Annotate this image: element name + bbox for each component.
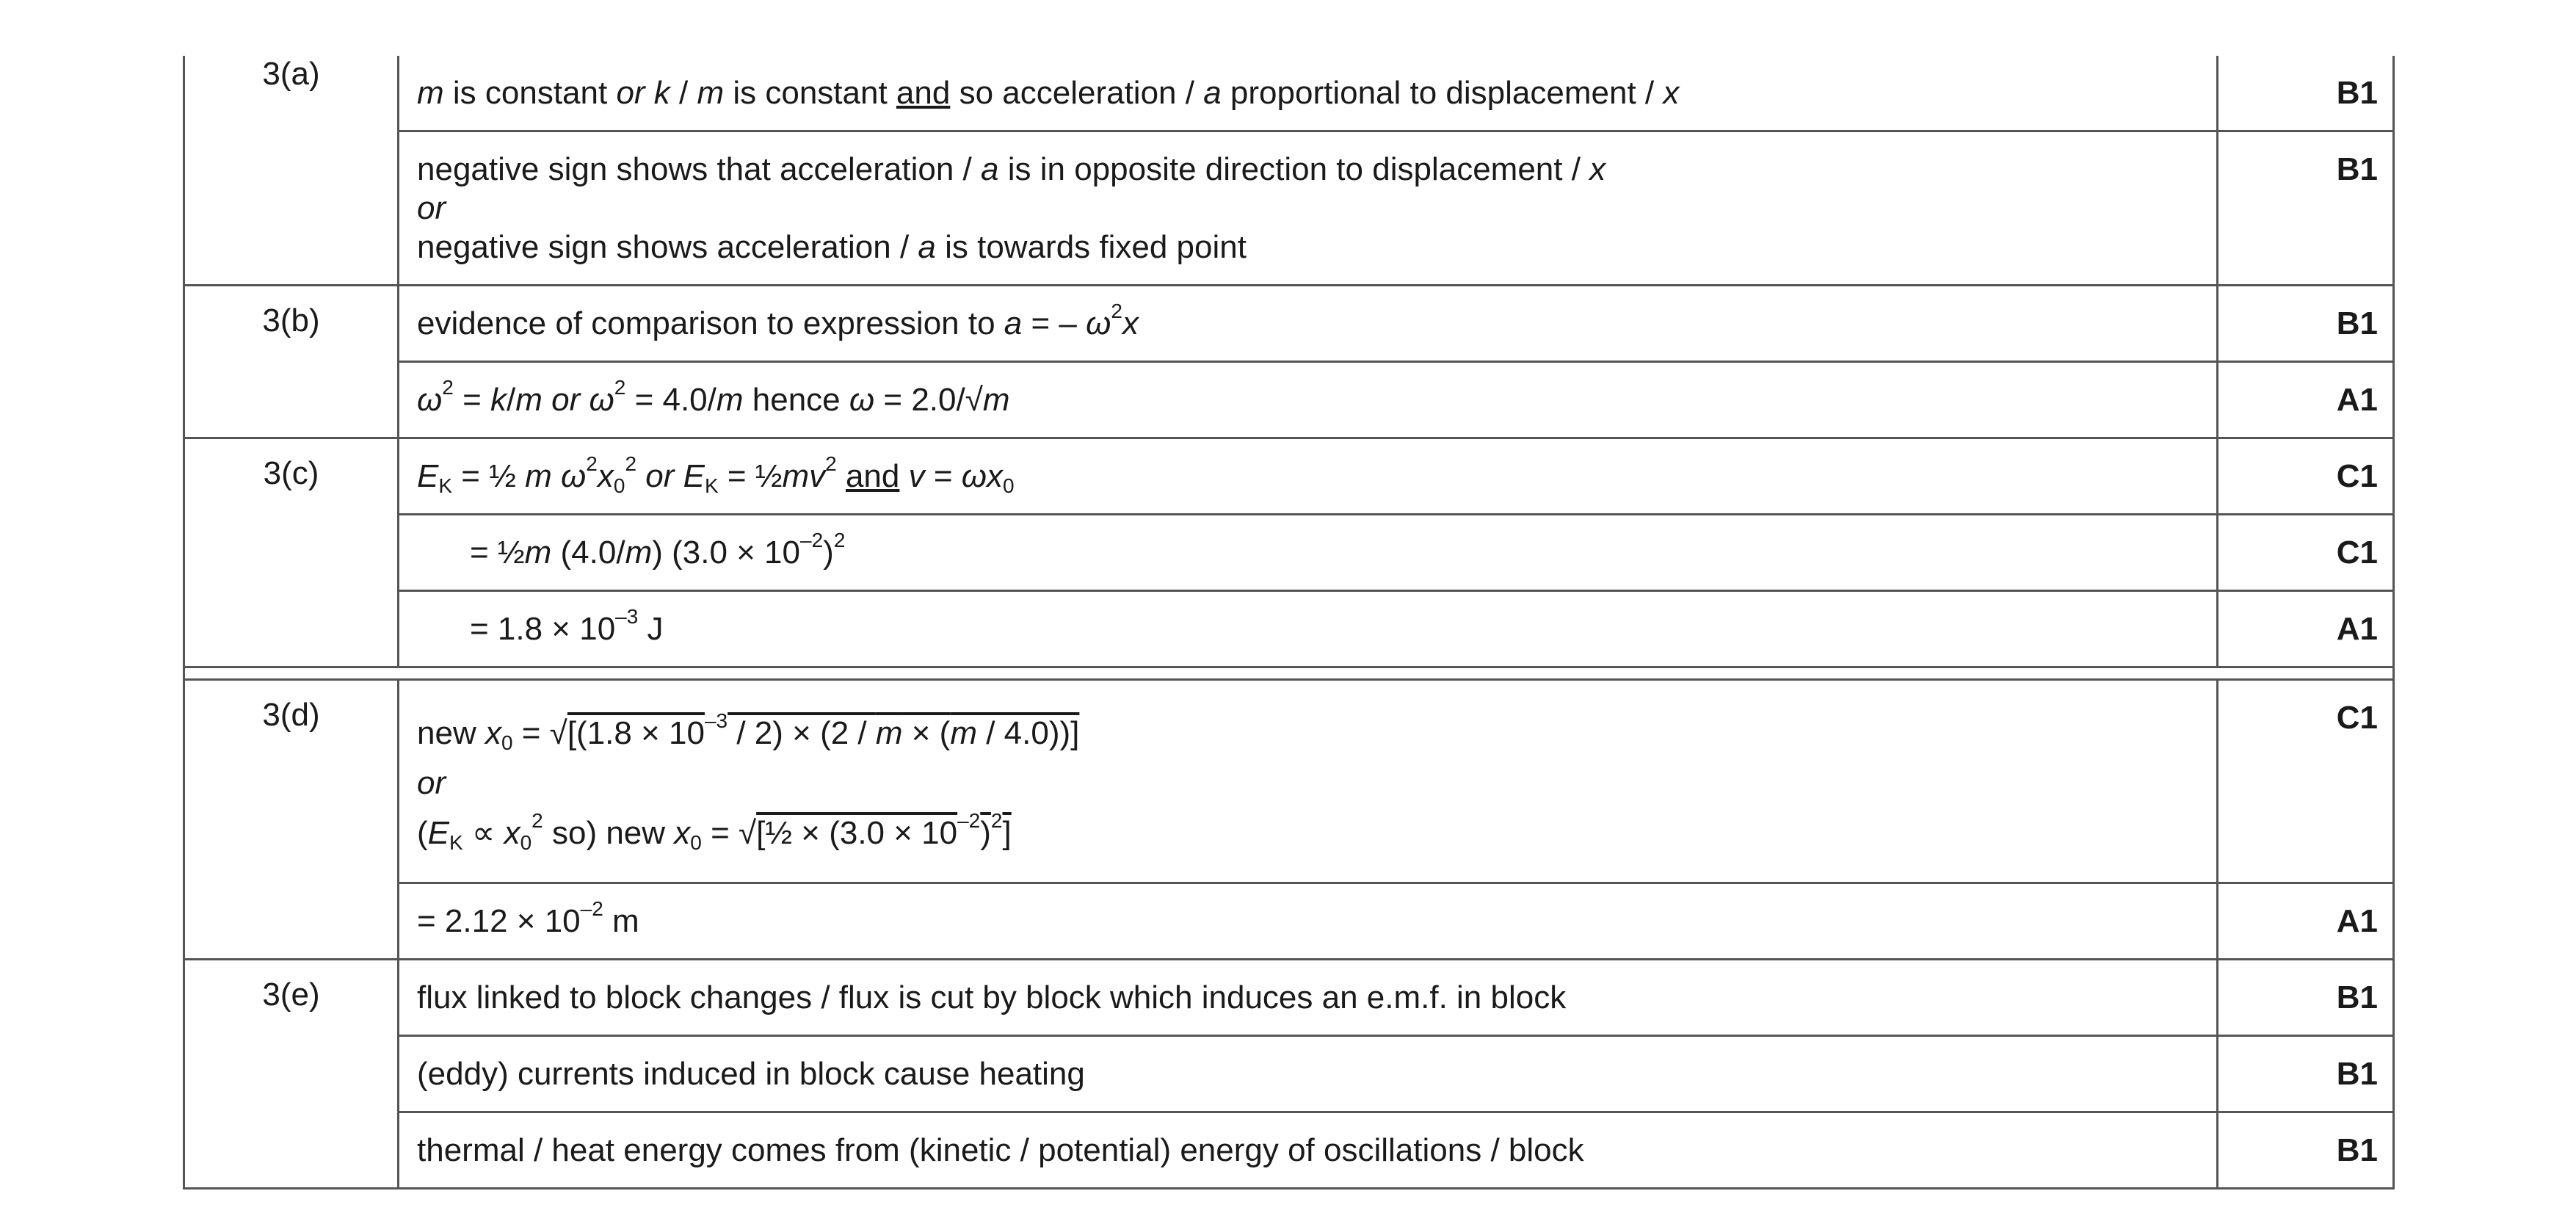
text-run: = 2.0/√ [874, 382, 983, 418]
text-run: (eddy) currents induced in block cause heating [417, 1056, 1085, 1092]
text-run: m [716, 382, 744, 418]
answer-text [399, 960, 2218, 1035]
answer-text [399, 681, 2218, 882]
text-run: = 4.0/ [625, 382, 716, 418]
text-run: E [427, 815, 450, 851]
question-group-3b [183, 286, 2395, 439]
subscript: 0 [501, 731, 513, 754]
answer-text [399, 439, 2218, 513]
mark-code: C1 [2336, 458, 2378, 494]
text-run: = √ [512, 715, 567, 751]
text-run: negative sign shows that acceleration / [417, 151, 982, 187]
superscript: –2 [580, 897, 603, 920]
mark-code: C1 [2336, 700, 2378, 736]
answer-row [399, 439, 2392, 515]
answer-text [399, 592, 2218, 666]
text-run: ) [980, 815, 991, 851]
text-run: = – [1022, 305, 1086, 341]
text-run [837, 458, 846, 494]
text-run: J [638, 611, 664, 647]
text-run: a [918, 229, 936, 265]
question-group-3c [183, 439, 2395, 668]
text-run: = ½ [718, 458, 783, 494]
text-run: x [1663, 75, 1680, 111]
answer-text [399, 286, 2218, 361]
answer-row [399, 884, 2392, 958]
text-run: and [896, 75, 951, 111]
text-run: m [697, 75, 725, 111]
text-run: m [625, 535, 653, 571]
text-run: ω [1086, 305, 1111, 341]
superscript: 2 [442, 376, 454, 399]
text-run: hence [743, 382, 849, 418]
text-run: = 1.8 × 10 [470, 611, 616, 647]
mark-code: A1 [2336, 382, 2378, 418]
text-run: a [1004, 305, 1023, 341]
text-run: m ω [525, 458, 587, 494]
superscript: 2 [531, 809, 543, 832]
text-run: k [653, 75, 670, 111]
text-run: ωx [961, 458, 1004, 494]
text-run: negative sign shows acceleration / [417, 229, 918, 265]
text-run: so) new [543, 815, 675, 851]
superscript: 2 [833, 529, 846, 551]
text-run: new [417, 715, 485, 751]
question-number: 3(c) [185, 439, 399, 666]
text-run: is towards fixed point [935, 229, 1247, 265]
mark-code: B1 [2336, 75, 2378, 111]
text-run: ω [417, 382, 443, 418]
text-run: and [845, 458, 900, 494]
text-run: thermal / heat energy comes from (kinetic / potential) energy of oscillations / block [417, 1132, 1584, 1168]
text-run: ] [1002, 815, 1012, 851]
text-run: x [1589, 151, 1606, 187]
text-run: = √ [701, 815, 757, 851]
text-run: ) [823, 535, 834, 571]
subscript: 0 [690, 831, 702, 854]
mark-scheme-table [183, 56, 2395, 1189]
mark-code: A1 [2336, 903, 2378, 939]
text-run: × ( [902, 715, 951, 751]
text-run: or [636, 458, 683, 494]
text-run: or [417, 190, 446, 226]
text-run: k [490, 382, 507, 418]
subscript: 0 [520, 831, 532, 854]
question-number: 3(b) [185, 286, 399, 437]
subscript: K [438, 474, 453, 497]
text-run: x [504, 815, 520, 851]
answer-text [399, 132, 2218, 284]
superscript: 2 [625, 452, 637, 475]
text-run: or [417, 765, 446, 801]
text-run: flux linked to block changes / flux is cut by block which induces an e.m.f. in block [417, 979, 1567, 1015]
answer-row [399, 592, 2392, 666]
text-run: $\overline{m}$ [875, 715, 903, 751]
text-run: m [524, 535, 552, 571]
answer-row [399, 363, 2392, 437]
text-run: E [417, 458, 439, 494]
text-run: m [515, 382, 543, 418]
superscript: 2 [1111, 300, 1122, 322]
text-run: (4.0/ [551, 535, 625, 571]
superscript: –2 [800, 529, 824, 551]
text-run: / [507, 382, 516, 418]
subscript: K [449, 831, 463, 854]
text-run: ω [849, 382, 875, 418]
superscript: –3 [704, 709, 728, 732]
text-run: E [683, 458, 705, 494]
answer-row [399, 1113, 2392, 1187]
superscript: –2 [957, 809, 981, 832]
question-group-3e [183, 960, 2395, 1189]
text-run: m [982, 382, 1010, 418]
answer-row [399, 681, 2392, 884]
text-run: is constant [443, 75, 617, 111]
text-run: is in opposite direction to displacement / [998, 151, 1590, 187]
text-run: x [674, 815, 691, 851]
text-run: or [542, 382, 589, 418]
answer-text [399, 515, 2218, 590]
text-run: evidence of comparison to expression to [417, 305, 1004, 341]
mark-code: B1 [2336, 151, 2378, 187]
text-run: = ½ [470, 535, 525, 571]
superscript: 2 [614, 376, 626, 399]
superscript: 2 [586, 452, 598, 475]
text-run: / [670, 75, 697, 111]
text-run: m [603, 903, 639, 939]
text-run: x [485, 715, 501, 751]
text-run: x [1122, 305, 1139, 341]
text-run: = [453, 382, 491, 418]
text-run [645, 75, 654, 111]
answer-row [399, 515, 2392, 592]
mark-code: A1 [2336, 611, 2378, 647]
answer-row [399, 286, 2392, 363]
text-run: is constant [724, 75, 896, 111]
question-group-3d [183, 678, 2395, 960]
text-run: so acceleration / [950, 75, 1204, 111]
answer-text [399, 884, 2218, 958]
text-run: mv [782, 458, 826, 494]
answer-row [399, 56, 2392, 132]
subscript: K [704, 474, 719, 497]
text-run: a [981, 151, 999, 187]
answer-text [399, 363, 2218, 437]
question-number: 3(e) [185, 960, 399, 1187]
text-run: [(1.8 × 10 [567, 715, 705, 751]
superscript: 2 [990, 809, 1003, 832]
text-run: $\overline{m}$ [950, 715, 977, 751]
text-run: m [417, 75, 444, 111]
text-run: / 2) × (2 / [728, 715, 876, 751]
subscript: 0 [613, 474, 625, 497]
text-run: ) (3.0 × 10 [652, 535, 800, 571]
mark-code: B1 [2336, 1056, 2378, 1092]
table-separator [183, 668, 2395, 678]
answer-text [399, 1037, 2218, 1111]
text-run: = 2.12 × 10 [417, 903, 581, 939]
mark-code: B1 [2336, 1132, 2378, 1168]
answer-text [399, 56, 2218, 130]
text-run: ( [417, 815, 428, 851]
answer-row [399, 960, 2392, 1037]
question-group-3a [183, 56, 2395, 286]
text-run: = ½ [452, 458, 526, 494]
text-run: x [597, 458, 614, 494]
answer-row [399, 132, 2392, 284]
text-run: ∝ [462, 815, 504, 851]
superscript: –3 [615, 605, 639, 628]
text-run: v [908, 458, 925, 494]
text-run [899, 458, 908, 494]
answer-row [399, 1037, 2392, 1113]
text-run: proportional to displacement / [1221, 75, 1663, 111]
mark-code: B1 [2336, 305, 2378, 341]
text-run: a [1203, 75, 1222, 111]
mark-code: B1 [2336, 979, 2378, 1015]
text-run: / 4.0))] [976, 715, 1080, 751]
question-number: 3(a) [185, 56, 399, 284]
text-run: = [924, 458, 962, 494]
text-run: or [616, 75, 645, 111]
answer-text [399, 1113, 2218, 1187]
mark-code: C1 [2336, 535, 2378, 571]
question-number: 3(d) [185, 681, 399, 958]
text-run: [½ × (3.0 × 10 [756, 815, 958, 851]
superscript: 2 [825, 452, 837, 475]
subscript: 0 [1003, 474, 1015, 497]
text-run: ω [589, 382, 614, 418]
